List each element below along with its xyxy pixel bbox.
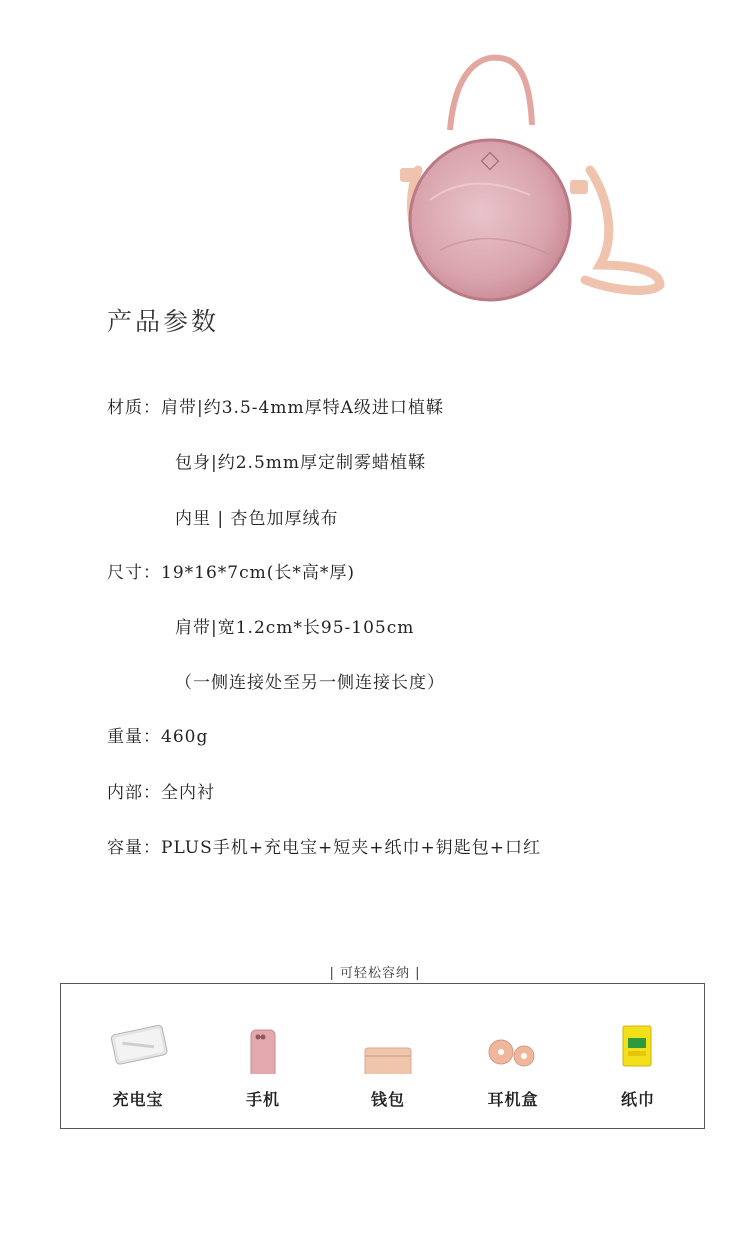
spec-material-strap: 材质：肩带|约3.5-4mm厚特A级进口植鞣 — [107, 398, 444, 418]
capacity-box — [60, 983, 705, 1129]
capacity-label: 纸巾 — [620, 1090, 655, 1109]
capacity-item-earphone-case — [458, 984, 568, 1130]
phone-icon — [208, 1004, 318, 1074]
spec-material-lining: 内里 | 杏色加厚绒布 — [175, 509, 339, 529]
spec-strap-size: 肩带|宽1.2cm*长95-105cm — [175, 618, 415, 638]
capacity-heading: | 可轻松容纳 | — [329, 966, 421, 981]
power-bank-icon — [83, 1004, 193, 1074]
capacity-label: 钱包 — [370, 1090, 405, 1109]
product-bag-image — [380, 50, 680, 310]
capacity-label: 手机 — [245, 1090, 280, 1109]
capacity-item-power-bank — [83, 984, 193, 1130]
spec-interior: 内部：全内衬 — [107, 783, 215, 803]
capacity-item-tissue — [583, 984, 693, 1130]
spec-size: 尺寸：19*16*7cm(长*高*厚) — [107, 563, 355, 583]
capacity-item-phone — [208, 984, 318, 1130]
tissue-pack-icon — [583, 1004, 693, 1074]
wallet-icon — [333, 1004, 443, 1074]
capacity-label: 耳机盒 — [487, 1090, 539, 1109]
spec-weight: 重量：460g — [107, 727, 209, 747]
earphone-case-icon — [458, 1004, 568, 1074]
section-title: 产品参数 — [107, 307, 220, 336]
capacity-label: 充电宝 — [112, 1090, 164, 1109]
capacity-item-wallet — [333, 984, 443, 1130]
spec-capacity: 容量：PLUS手机+充电宝+短夹+纸巾+钥匙包+口红 — [107, 838, 541, 858]
spec-material-body: 包身|约2.5mm厚定制雾蜡植鞣 — [175, 453, 427, 473]
spec-strap-note: （一侧连接处至另一侧连接长度） — [175, 673, 445, 693]
